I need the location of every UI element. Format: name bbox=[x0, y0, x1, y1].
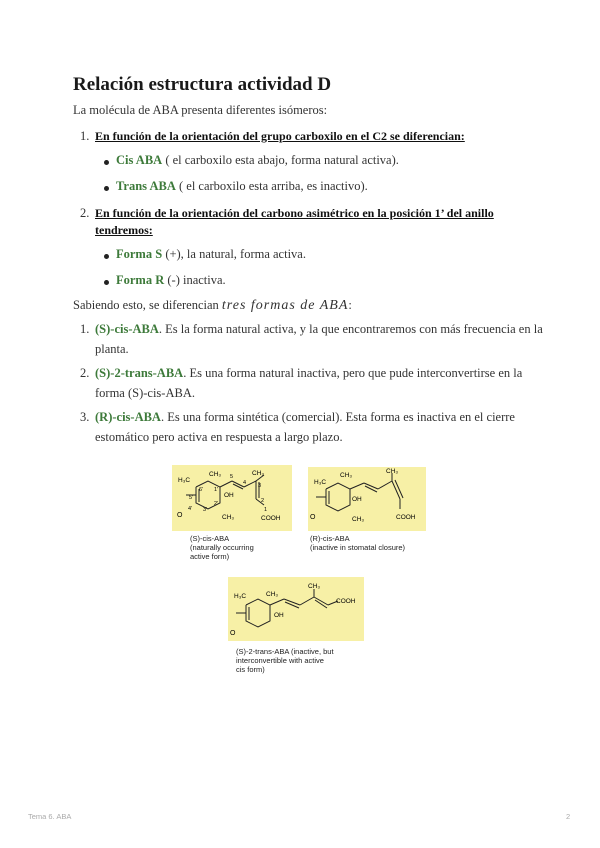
footer-title: Tema 6. ABA bbox=[28, 812, 72, 821]
label-ch3-side: CH₃ bbox=[308, 583, 321, 590]
list2-item-2-text: . Es una forma natural inactiva, pero que pude interconvertirse en la bbox=[183, 366, 523, 380]
caption-line: (S)-2-trans-ABA (inactive, but bbox=[236, 647, 334, 656]
label-ch3-top: CH₃ bbox=[340, 472, 353, 479]
sabiendo-math: tres formas de ABA bbox=[221, 298, 349, 313]
term-r-cis-aba: (R)-cis-ABA bbox=[95, 410, 161, 424]
label-ch3-side: CH₃ bbox=[252, 470, 265, 477]
label-h3c: H₃C bbox=[178, 477, 191, 484]
desc-forma-r: (-) inactiva. bbox=[164, 273, 226, 287]
label-cooh: COOH bbox=[261, 515, 281, 522]
page-number: 2 bbox=[566, 812, 571, 821]
label-n2p: 2' bbox=[214, 501, 219, 507]
molecule-r-cis-aba bbox=[308, 467, 426, 531]
label-n6p: 6' bbox=[199, 487, 204, 493]
page-title: Relación estructura actividad D bbox=[73, 74, 332, 95]
list2-item-1-line2: planta. bbox=[95, 342, 129, 356]
label-oh: OH bbox=[274, 612, 284, 619]
molecule-s-cis-aba bbox=[172, 465, 292, 531]
molecule-s-2-trans-aba bbox=[228, 577, 364, 641]
bullet-dot bbox=[104, 186, 109, 191]
label-n2: 2 bbox=[261, 498, 265, 504]
term-s-2-trans-aba: (S)-2-trans-ABA bbox=[95, 366, 184, 380]
caption-line: (naturally occurring bbox=[190, 543, 254, 552]
list1-heading-2-line1: En función de la orientación del carbono asimétrico en la posición 1’ del anillo bbox=[95, 206, 494, 220]
list1-number-1: 1. bbox=[80, 129, 90, 143]
label-n5: 5 bbox=[230, 474, 234, 480]
list2-number-2: 2. bbox=[80, 366, 90, 380]
list2-item-1-text: . Es la forma natural activa, y la que encontraremos con más frecuencia en la bbox=[158, 322, 543, 336]
term-forma-s: Forma S bbox=[116, 247, 163, 261]
bullet-dot bbox=[104, 280, 109, 285]
desc-cis-aba: ( el carboxilo esta abajo, forma natural activa). bbox=[162, 153, 399, 167]
list2-number-3: 3. bbox=[80, 410, 90, 424]
caption-line: (S)-cis-ABA bbox=[190, 534, 230, 543]
desc-forma-s: (+), la natural, forma activa. bbox=[162, 247, 306, 261]
label-o: O bbox=[230, 630, 236, 637]
label-h3c: H₃C bbox=[314, 479, 327, 486]
label-oh: OH bbox=[352, 496, 362, 503]
list1-heading-2-line2: tendremos: bbox=[95, 223, 153, 237]
list2-item-3-line2: estomático pero activa en respuesta a largo plazo. bbox=[95, 430, 343, 444]
list2-item-2-line1 bbox=[95, 364, 522, 383]
label-ch3-ring: CH₃ bbox=[352, 516, 365, 523]
list2-item-3-text: . Es una forma sintética (comercial). Esta forma es inactiva en el cierre bbox=[160, 410, 515, 424]
list-item-cis-aba bbox=[116, 151, 399, 170]
label-ch3-top: CH₃ bbox=[266, 591, 279, 598]
structure-r-cis-aba bbox=[308, 467, 426, 531]
list-item-forma-r bbox=[116, 271, 226, 290]
label-n3: 3 bbox=[258, 483, 262, 489]
sabiendo-text bbox=[73, 296, 352, 315]
caption-r-cis-aba bbox=[310, 534, 405, 552]
label-n1: 1 bbox=[264, 507, 268, 513]
label-ch3-side: CH₃ bbox=[386, 468, 399, 475]
list2-item-3-line1 bbox=[95, 408, 515, 427]
label-cooh: COOH bbox=[396, 514, 416, 521]
sabiendo-pre: Sabiendo esto, se diferencian bbox=[73, 298, 222, 312]
label-n4p: 4' bbox=[188, 506, 193, 512]
desc-trans-aba: ( el carboxilo esta arriba, es inactivo). bbox=[175, 179, 368, 193]
label-o: O bbox=[177, 512, 183, 519]
caption-s-2-trans-aba bbox=[236, 647, 334, 674]
list-item-forma-s bbox=[116, 245, 306, 264]
structure-s-2-trans-aba bbox=[228, 577, 364, 641]
term-forma-r: Forma R bbox=[116, 273, 165, 287]
term-trans-aba: Trans ABA bbox=[116, 179, 176, 193]
caption-line: interconvertible with active bbox=[236, 656, 324, 665]
caption-line: active form) bbox=[190, 552, 230, 561]
list1-heading-1: En función de la orientación del grupo carboxilo en el C2 se diferencian: bbox=[95, 129, 465, 143]
label-cooh: COOH bbox=[336, 598, 356, 605]
caption-line: (inactive in stomatal closure) bbox=[310, 543, 406, 552]
label-ch3-ring: CH₃ bbox=[222, 514, 235, 521]
caption-line: cis form) bbox=[236, 665, 265, 674]
list2-number-1: 1. bbox=[80, 322, 90, 336]
label-n5p: 5' bbox=[189, 495, 194, 501]
label-h3c: H₃C bbox=[234, 593, 247, 600]
intro-text: La molécula de ABA presenta diferentes isómeros: bbox=[73, 103, 328, 117]
label-n1p: 1' bbox=[214, 487, 219, 493]
list-item-trans-aba bbox=[116, 177, 368, 196]
structure-s-cis-aba bbox=[172, 465, 292, 531]
sabiendo-post: : bbox=[348, 298, 352, 312]
caption-s-cis-aba bbox=[190, 534, 254, 561]
label-n4: 4 bbox=[243, 480, 247, 486]
list2-item-2-line2: forma (S)-cis-ABA. bbox=[95, 386, 195, 400]
term-s-cis-aba: (S)-cis-ABA bbox=[95, 322, 159, 336]
list2-item-1-line1 bbox=[95, 320, 543, 339]
label-n3p: 3' bbox=[203, 507, 208, 513]
label-ch3-top: CH₃ bbox=[209, 471, 222, 478]
list1-number-2: 2. bbox=[80, 206, 90, 220]
term-cis-aba: Cis ABA bbox=[116, 153, 163, 167]
bullet-dot bbox=[104, 160, 109, 165]
label-oh: OH bbox=[224, 492, 234, 499]
caption-line: (R)-cis-ABA bbox=[310, 534, 350, 543]
label-o: O bbox=[310, 514, 316, 521]
bullet-dot bbox=[104, 254, 109, 259]
